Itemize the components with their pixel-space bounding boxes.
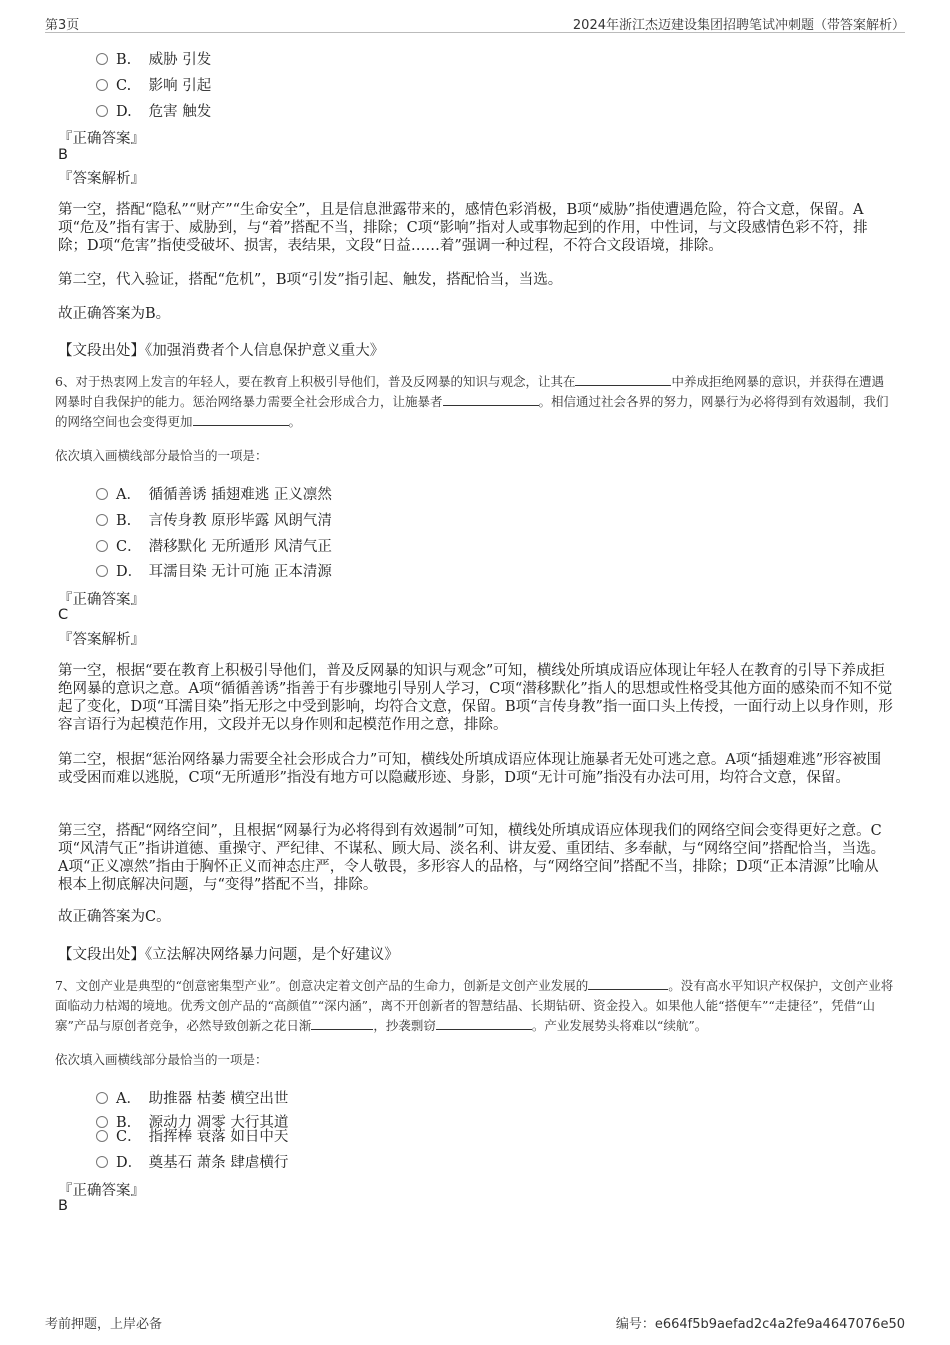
question-stem: 7、文创产业是典型的“创意密集型产业”。创意决定着文创产品的生命力，创新是文创产业发展的 。没有高水平知识产权保护，文创产业将面临动力枯竭的境地。优秀文创产品的“高颜值”“深内涵”，离不开创新者的智慧结晶、长期钻研、资金投入。如果他人能“搭便车”“走捷径”，凭借“山寨”产品与原创者竞争，必然导致创新之花日渐 ，抄袭剽窃 。产业发展势头将难以“续航”。	[55, 978, 894, 1033]
document-code: 编号：e664f5b9aefad2c4a2fe9a4647076e50	[615, 1317, 905, 1332]
radio-icon[interactable]	[96, 488, 108, 500]
correct-answer-label: 『正确答案』	[58, 592, 145, 608]
analysis-paragraph: 第三空，搭配“网络空间”，且根据“网暴行为必将得到有效遏制”可知，横线处所填成语应体现我们的网络空间会变得更好之意。C项“风清气正”指讲道德、重操守、严纪律、不谋私、顾大局、淡名利、讲友爱、重团结、多奉献，与“网络空间”搭配恰当，当选。A项“正义凛然”指由于胸怀正义而神态庄严，令人敬畏，多形容人的品格，与“网络空间”搭配不当，排除；D项“正本清源”比喻从根本上彻底解决问题，与“变得”搭配不当，排除。	[58, 823, 886, 893]
analysis-label: 『答案解析』	[58, 171, 145, 187]
fill-blank	[311, 1017, 373, 1030]
option-d[interactable]: D. 危害 触发	[96, 100, 211, 121]
question-stem: 6、对于热衷网上发言的年轻人，要在教育上积极引导他们，普及反网暴的知识与观念，让其在 中养成拒绝网暴的意识，并获得在遭遇网暴时自我保护的能力。惩治网络暴力需要全社会形成合力，让施暴者 。相信通过社会各界的努力，网暴行为必将得到有效遏制，我们的网络空间也会变得更加 。	[55, 374, 889, 429]
source-citation: 【文段出处】《立法解决网络暴力问题，是个好建议》	[58, 947, 399, 963]
correct-answer-value: B	[58, 1198, 68, 1214]
radio-icon[interactable]	[96, 1092, 108, 1104]
page-header	[45, 12, 905, 33]
fill-blank	[436, 1017, 532, 1030]
radio-icon[interactable]	[96, 565, 108, 577]
correct-answer-value: B	[58, 147, 68, 163]
analysis-conclusion: 故正确答案为B。	[58, 306, 171, 322]
fill-blank	[443, 393, 539, 406]
footer-slogan: 考前押题，上岸必备	[45, 1317, 163, 1332]
question-prompt: 依次填入画横线部分最恰当的一项是：	[55, 448, 268, 463]
radio-icon[interactable]	[96, 540, 108, 552]
analysis-paragraph: 第二空，根据“惩治网络暴力需要全社会形成合力”可知，横线处所填成语应体现让施暴者无处可逃之意。A项“插翅难逃”形容被围或受困而难以逃脱，C项“无所遁形”指没有地方可以隐藏形迹、身影，D项“无计可施”指没有办法可用，均符合文意，保留。	[58, 752, 882, 786]
question-prompt: 依次填入画横线部分最恰当的一项是：	[55, 1052, 268, 1067]
document-title: 2024年浙江杰迈建设集团招聘笔试冲刺题（带答案解析）	[572, 18, 905, 33]
correct-answer-label: 『正确答案』	[58, 131, 145, 147]
radio-icon[interactable]	[96, 79, 108, 91]
option-a[interactable]: A． 循循善诱 插翅难逃 正义凛然	[96, 483, 332, 504]
option-c[interactable]: C． 指挥棒 衰落 如日中天	[96, 1125, 288, 1146]
analysis-paragraph: 第一空，根据“要在教育上积极引导他们，普及反网暴的知识与观念”可知，横线处所填成语应体现让年轻人在教育的引导下养成拒绝网暴的意识之意。A项“循循善诱”指善于有步骤地引导别人学习，C项“潜移默化”指人的思想或性格受其他方面的感染而不知不觉起了变化，D项“耳濡目染”指无形之中受到影响，均符合文意，保留。B项“言传身教”指一面口头上传授，一面行动上以身作则，形容言语行为起模范作用，文段并无以身作则和起模范作用之意，排除。	[58, 663, 893, 733]
radio-icon[interactable]	[96, 53, 108, 65]
radio-icon[interactable]	[96, 1130, 108, 1142]
analysis-paragraph: 第二空，代入验证，搭配“危机”，B项“引发”指引起、触发，搭配恰当，当选。	[58, 272, 563, 288]
correct-answer-label: 『正确答案』	[58, 1183, 145, 1199]
radio-icon[interactable]	[96, 514, 108, 526]
analysis-label: 『答案解析』	[58, 632, 145, 648]
option-c[interactable]: C. 影响 引起	[96, 74, 211, 95]
radio-icon[interactable]	[96, 1156, 108, 1168]
fill-blank	[193, 413, 289, 426]
fill-blank	[575, 373, 671, 386]
correct-answer-value: C	[58, 607, 69, 623]
option-d[interactable]: D． 耳濡目染 无计可施 正本清源	[96, 560, 332, 581]
option-b[interactable]: B. 威胁 引发	[96, 48, 211, 69]
source-citation: 【文段出处】《加强消费者个人信息保护意义重大》	[58, 343, 385, 359]
option-b[interactable]: B. 源动力 凋零 大行其道	[96, 1111, 288, 1132]
option-c[interactable]: C． 潜移默化 无所遁形 风清气正	[96, 535, 332, 556]
option-d[interactable]: D． 奠基石 萧条 肆虐横行	[96, 1151, 288, 1172]
page-number: 第3页	[45, 18, 80, 33]
fill-blank	[588, 977, 668, 990]
option-a[interactable]: A． 助推器 枯萎 横空出世	[96, 1087, 288, 1108]
analysis-conclusion: 故正确答案为C。	[58, 909, 171, 925]
radio-icon[interactable]	[96, 105, 108, 117]
analysis-paragraph: 第一空，搭配“隐私”“财产”“生命安全”，且是信息泄露带来的，感情色彩消极，B项“威胁”指使遭遇危险，符合文意，保留。A项“危及”指有害于、威胁到，与“着”搭配不当，排除；C项“影响”指对人或事物起到的作用，中性词，与文段感情色彩不符，排除；D项“危害”指使受破坏、损害，表结果，文段“日益……着”强调一种过程，不符合文段语境，排除。	[58, 202, 868, 254]
option-b[interactable]: B. 言传身教 原形毕露 风朗气清	[96, 509, 332, 530]
